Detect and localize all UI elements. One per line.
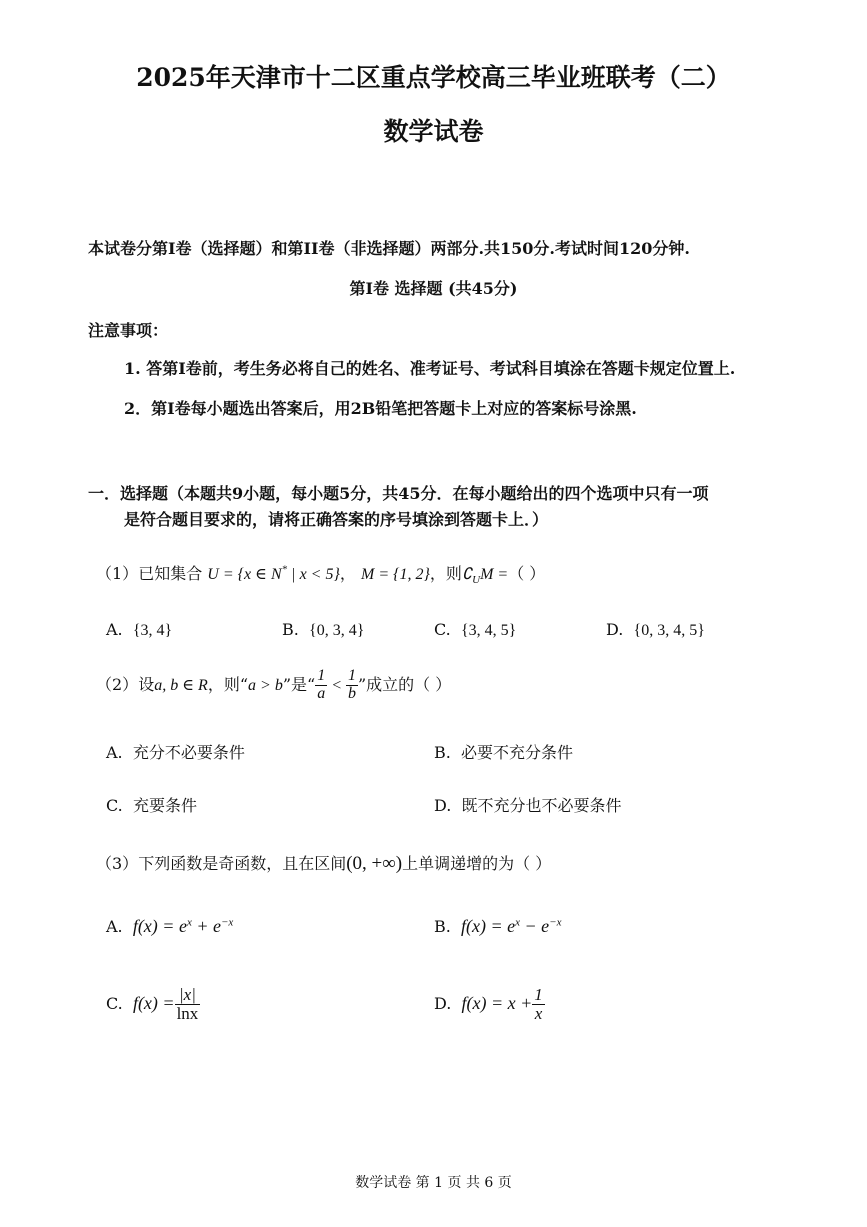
question-number: （2） — [96, 674, 139, 694]
fraction: $\frac{1}{x}$ — [534, 985, 543, 1023]
question-number: （3） — [96, 854, 139, 873]
option-a[interactable]: A. 充分不必要条件 — [106, 743, 245, 762]
option-b[interactable]: B. {0, 3, 4} — [282, 620, 365, 639]
notice-item: 1. 答第I卷前，考生务必将自己的姓名、准考证号、考试科目填涂在答题卡规定位置上. — [124, 359, 736, 378]
option-b[interactable]: B. $f(x) = e^x - e^{-x}$ — [434, 916, 562, 936]
page-footer: 数学试卷 第 1 页 共 6 页 — [355, 1175, 512, 1191]
fraction: $\frac{1}{a}$ — [317, 667, 326, 702]
fraction: $\frac{1}{b}$ — [347, 667, 356, 702]
question-3-stem: （3）下列函数是奇函数，且在区间(0, +∞)上单调递增的为（ ） — [96, 853, 552, 874]
option-c[interactable]: C. 充要条件 — [106, 796, 197, 815]
exam-title: 2025年天津市十二区重点学校高三毕业班联考（二） — [136, 63, 731, 92]
exam-intro: 本试卷分第I卷（选择题）和第II卷（非选择题）两部分.共150分.考试时间120分钟. — [88, 239, 690, 258]
option-d[interactable]: D. {0, 3, 4, 5} — [606, 620, 705, 639]
question-1-stem: （1）已知集合 U = {x ∈ N* | x < 5}， M = {1, 2}，则$∁_UM$ =（ ） — [96, 563, 546, 587]
question-number: （1） — [96, 564, 139, 583]
option-c[interactable]: C. f(x) = $\frac{|x|}{\ln x}$ — [106, 985, 199, 1023]
exam-subtitle: 数学试卷 — [383, 117, 484, 146]
notice-heading: 注意事项： — [88, 321, 169, 340]
part-title: 第I卷 选择题 (共45分) — [349, 279, 518, 298]
fraction: $\frac{|x|}{\ln x}$ — [176, 985, 199, 1023]
option-a[interactable]: A. {3, 4} — [106, 620, 173, 639]
option-d[interactable]: D. 既不充分也不必要条件 — [434, 796, 622, 815]
option-a[interactable]: A. $f(x) = e^x + e^{-x}$ — [106, 916, 234, 936]
notice-item: 2．第I卷每小题选出答案后，用2B铅笔把答题卡上对应的答案标号涂黑. — [124, 399, 637, 418]
section-heading: 一．选择题（本题共9小题，每小题5分，共45分．在每小题给出的四个选项中只有一项 — [88, 484, 709, 503]
question-2-stem: （2）设a, b ∈ R，则“a > b”是“ $\frac{1}{a}$ < $\frac{1}{b}$ ”成立的（ ） — [96, 667, 452, 702]
option-d[interactable]: D. f(x) = x + $\frac{1}{x}$ — [434, 985, 543, 1023]
option-b[interactable]: B. 必要不充分条件 — [434, 743, 574, 762]
section-heading-cont: 是符合题目要求的，请将正确答案的序号填涂到答题卡上．） — [124, 510, 549, 529]
option-c[interactable]: C. {3, 4, 5} — [434, 620, 517, 639]
